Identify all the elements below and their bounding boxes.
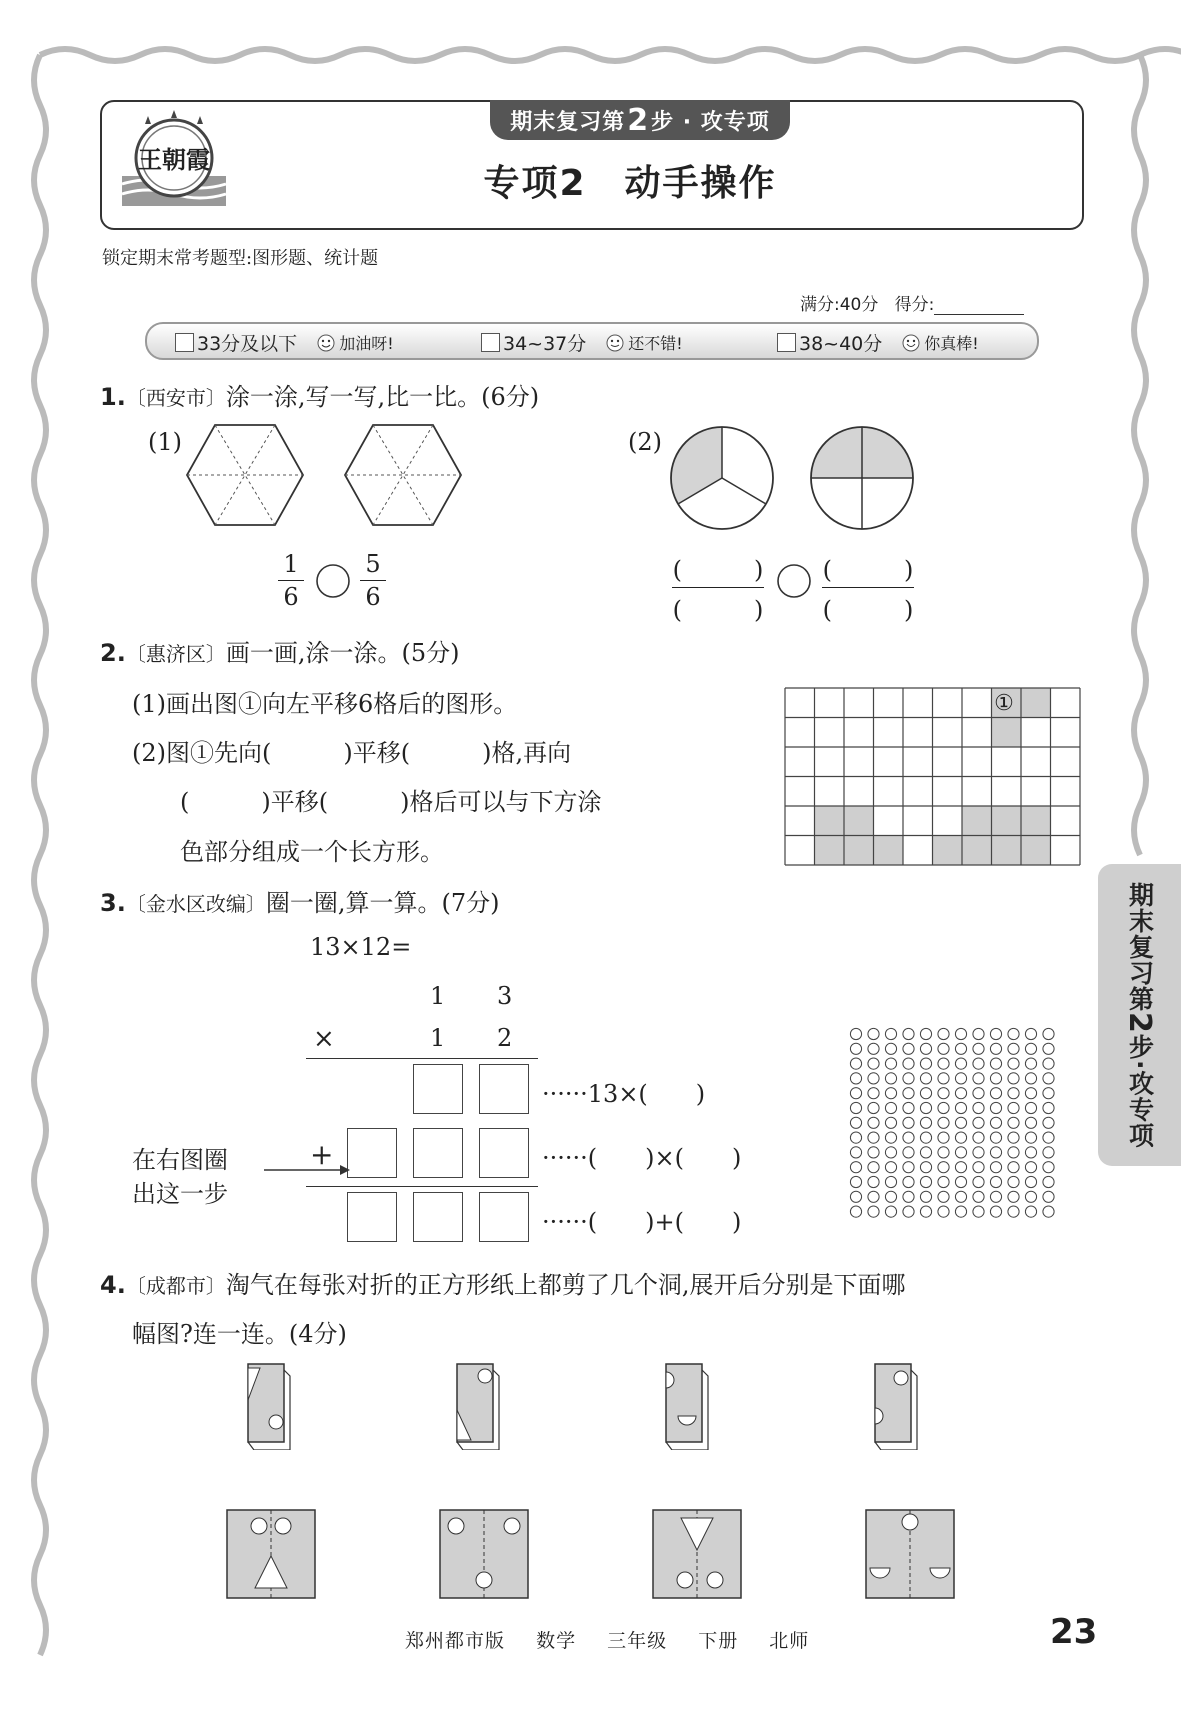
dot [955,1102,966,1113]
q4-text2: 幅图?连一连。(4分) [132,1320,347,1348]
dot [1025,1058,1036,1069]
dot [955,1043,966,1054]
q1-text: 涂一涂,写一写,比一比。(6分) [225,383,540,411]
fraction-one-sixth [278,550,304,611]
q1-number: 1. [100,383,126,411]
dot [903,1206,914,1217]
dot [868,1191,879,1202]
dot [1008,1117,1019,1128]
folded-paper[interactable] [875,1364,917,1450]
plus-sign: + [310,1138,334,1171]
dot [868,1058,879,1069]
dot [885,1043,896,1054]
dot-array[interactable] [848,1026,1064,1222]
dot [1043,1073,1054,1084]
dot [868,1132,879,1143]
dot [973,1132,984,1143]
dot [990,1147,1001,1158]
dot [885,1058,896,1069]
frac-a-num: 1 [283,550,299,578]
rating-item [175,329,394,356]
arrow-icon [262,1162,352,1178]
dot [920,1028,931,1039]
row2-note[interactable]: ······( )×( ) [542,1144,742,1172]
q1-source: 〔西安市〕 [125,386,226,410]
shaded-cell [874,836,904,866]
dot [1008,1043,1019,1054]
dot [990,1088,1001,1099]
dot [955,1191,966,1202]
score-label: 得分: [894,295,935,315]
side-num: 2 [1122,1011,1157,1034]
dot [955,1176,966,1187]
rating-comment: 还不错! [628,334,683,353]
dot [938,1102,949,1113]
dot [903,1162,914,1173]
side-tab [1098,864,1181,1166]
unfolded-papers [225,1508,965,1604]
q4-heading [100,1265,905,1300]
dot [1008,1191,1019,1202]
dot [850,1117,861,1128]
dot [990,1176,1001,1187]
shaded-cell [992,806,1022,836]
q4-number: 4. [100,1271,126,1299]
dot [990,1191,1001,1202]
blank-fraction-right[interactable] [822,550,914,625]
shaded-cell [844,836,874,866]
dot [920,1176,931,1187]
compare-circle[interactable] [775,562,813,600]
grid-mark: ① [994,691,1014,716]
page-number: 23 [1050,1612,1098,1652]
shaded-cell [815,806,845,836]
top-digit: 3 [497,982,513,1010]
shaded-cell [844,806,874,836]
dot [955,1117,966,1128]
dot [850,1028,861,1039]
dot [973,1162,984,1173]
dot [920,1147,931,1158]
answer-box[interactable] [479,1064,529,1114]
dot [903,1117,914,1128]
hexagon-left [187,425,303,525]
dot [868,1206,879,1217]
blank-den: ( ) [672,596,764,624]
dot [1043,1147,1054,1158]
dot [1043,1058,1054,1069]
dot [868,1028,879,1039]
dot [850,1058,861,1069]
dot [990,1132,1001,1143]
dot [990,1058,1001,1069]
logo-text: 王朝霞 [138,145,210,174]
answer-box[interactable] [347,1192,397,1242]
dot [920,1058,931,1069]
dot [850,1088,861,1099]
step-suffix: 步 · 攻专项 [651,109,770,135]
footer-edition: 郑州都市版 [405,1630,506,1652]
shaded-cell [1021,806,1051,836]
calc-line [306,1186,538,1187]
dot [1043,1162,1054,1173]
dot [955,1132,966,1143]
shaded-cell [962,806,992,836]
dot [938,1162,949,1173]
top-digit: 1 [430,982,446,1010]
footer-grade: 三年级 [607,1630,668,1652]
score-line [800,290,1024,315]
dot [868,1073,879,1084]
dot [920,1191,931,1202]
answer-box[interactable] [479,1192,529,1242]
circle-thirds [671,427,773,529]
dot [868,1147,879,1158]
q2-line3[interactable]: ( )平移( )格后可以与下方涂 [180,788,602,816]
dot [885,1147,896,1158]
dot [955,1028,966,1039]
row1-note[interactable]: ······13×( ) [542,1080,706,1108]
dot [850,1176,861,1187]
dot [920,1043,931,1054]
full-score: 满分:40分 [800,295,879,315]
shaded-cell [815,836,845,866]
dot [973,1191,984,1202]
dot [938,1028,949,1039]
q3-number: 3. [100,889,126,917]
compare-circle[interactable] [314,562,352,600]
footer [405,1626,833,1653]
dot [1008,1162,1019,1173]
dot [1025,1102,1036,1113]
dot [973,1117,984,1128]
dot [973,1028,984,1039]
rating-checkbox[interactable] [777,333,796,352]
q1-part2-label: (2) [628,428,662,456]
dot [955,1058,966,1069]
step-prefix: 期末复习第 [510,109,626,135]
dot [1008,1132,1019,1143]
dot [990,1206,1001,1217]
dot [903,1191,914,1202]
dot [868,1088,879,1099]
frac-b-num: 5 [365,550,381,578]
answer-box[interactable] [479,1128,529,1178]
rating-item [777,329,979,356]
dot [903,1176,914,1187]
dot [1008,1028,1019,1039]
dot [1008,1206,1019,1217]
dot [938,1117,949,1128]
hexagons[interactable] [185,420,475,530]
shaded-cell [1021,688,1051,718]
translation-grid[interactable] [784,687,1082,867]
hexagon-right [345,425,461,525]
answer-box[interactable] [413,1064,463,1114]
dot [938,1058,949,1069]
dot [990,1162,1001,1173]
q2-line2[interactable]: (2)图①先向( )平移( )格,再向 [132,739,572,767]
blank-den: ( ) [822,596,914,624]
rating-checkbox[interactable] [481,333,500,352]
dot [955,1088,966,1099]
q2-line1: (1)画出图①向左平移6格后的图形。 [132,690,518,718]
dot [973,1206,984,1217]
step-num: 2 [627,102,650,138]
dot [1025,1147,1036,1158]
dot [938,1147,949,1158]
page-title: 专项2 动手操作 [483,163,777,204]
bottom-digit: 2 [497,1024,513,1052]
frac-b-den: 6 [365,583,381,611]
dot [885,1102,896,1113]
smile-icon [317,334,335,352]
dot [850,1206,861,1217]
dot [990,1117,1001,1128]
dot [973,1058,984,1069]
hint-line2: 出这一步 [132,1180,228,1208]
dot [1025,1176,1036,1187]
dot [938,1073,949,1084]
q4-source: 〔成都市〕 [125,1274,226,1298]
dot [868,1102,879,1113]
dot [955,1147,966,1158]
dot [850,1191,861,1202]
q1-heading [100,377,539,412]
dot [990,1073,1001,1084]
dot [903,1088,914,1099]
dot [885,1191,896,1202]
step-banner [490,100,790,140]
dot [1008,1058,1019,1069]
dot [1025,1043,1036,1054]
side-prefix: 期末复习第 [1125,881,1155,1012]
folded-paper[interactable] [248,1364,290,1450]
dot [903,1043,914,1054]
dot [850,1073,861,1084]
dot [885,1176,896,1187]
dot [885,1206,896,1217]
hint-line1: 在右图圈 [132,1146,228,1174]
frac-a-den: 6 [283,583,299,611]
shaded-cell [933,836,963,866]
dot [973,1176,984,1187]
dot [938,1206,949,1217]
answer-box[interactable] [347,1128,397,1178]
dot [1043,1176,1054,1187]
dot [903,1028,914,1039]
q2-number: 2. [100,639,126,667]
dot [868,1176,879,1187]
dot [920,1088,931,1099]
dot [850,1132,861,1143]
rating-range: 38~40分 [799,333,883,355]
dot [1008,1088,1019,1099]
dot [920,1132,931,1143]
blank-num: ( ) [672,556,764,584]
dot [955,1162,966,1173]
shaded-cell [1021,836,1051,866]
rating-item [481,329,683,356]
fraction-five-sixths [360,550,386,611]
blank-num: ( ) [822,556,914,584]
q3-heading [100,883,499,918]
rating-comment: 你真棒! [924,334,979,353]
dot [1043,1088,1054,1099]
dot [885,1088,896,1099]
dot [920,1117,931,1128]
shaded-cell [992,836,1022,866]
dot [903,1147,914,1158]
rating-checkbox[interactable] [175,333,194,352]
dot [938,1043,949,1054]
dot [973,1088,984,1099]
dot [1025,1117,1036,1128]
dot [973,1073,984,1084]
unfolded-paper[interactable] [653,1510,741,1598]
unfolded-paper[interactable] [440,1510,528,1598]
dot [1025,1191,1036,1202]
dot [1008,1102,1019,1113]
dot [938,1176,949,1187]
dot [990,1102,1001,1113]
dot [1025,1073,1036,1084]
q2-heading [100,633,459,668]
dot [903,1102,914,1113]
dot [885,1028,896,1039]
dot [885,1132,896,1143]
dot [1008,1147,1019,1158]
dot [903,1132,914,1143]
dot [990,1043,1001,1054]
dot [850,1147,861,1158]
q4-text1: 淘气在每张对折的正方形纸上都剪了几个洞,展开后分别是下面哪 [225,1271,906,1299]
logo [118,106,230,218]
folded-papers [240,1360,960,1450]
rating-range: 34~37分 [503,333,587,355]
dot [903,1073,914,1084]
dot [1025,1132,1036,1143]
times-sign: × [313,1024,335,1054]
footer-publisher: 北师 [769,1630,810,1652]
q2-source: 〔惠济区〕 [125,642,226,666]
score-blank[interactable] [934,300,1024,315]
unfolded-paper[interactable] [227,1510,315,1598]
dot [1043,1102,1054,1113]
dot [885,1073,896,1084]
row3-note[interactable]: ······( )+( ) [542,1208,742,1236]
dot [1043,1043,1054,1054]
dot [920,1162,931,1173]
q2-line4: 色部分组成一个长方形。 [180,838,444,866]
dot [868,1043,879,1054]
side-suffix: 步·攻专项 [1125,1033,1155,1149]
shaded-cell [962,836,992,866]
dot [1043,1132,1054,1143]
calc-line [306,1058,538,1059]
dot [955,1073,966,1084]
rating-bar [145,322,1039,360]
dot [868,1162,879,1173]
folded-paper[interactable] [666,1364,708,1450]
dot [973,1102,984,1113]
dot [1043,1028,1054,1039]
dot [1008,1073,1019,1084]
dot [938,1132,949,1143]
q3-text: 圈一圈,算一算。(7分) [265,889,500,917]
dot [1008,1176,1019,1187]
dot [938,1191,949,1202]
answer-box[interactable] [413,1128,463,1178]
dot [903,1058,914,1069]
dot [1025,1028,1036,1039]
dot [1043,1117,1054,1128]
bottom-digit: 1 [430,1024,446,1052]
dot [1043,1206,1054,1217]
dot [885,1162,896,1173]
dot [973,1147,984,1158]
dot [1025,1162,1036,1173]
circles [668,424,918,534]
rating-comment: 加油呀! [339,334,394,353]
q3-expression: 13×12= [310,933,412,961]
folded-paper[interactable] [457,1364,499,1450]
footer-volume: 下册 [698,1630,739,1652]
dot [850,1043,861,1054]
dot [955,1206,966,1217]
dot [868,1117,879,1128]
circle-quarters [811,427,913,529]
dot [920,1073,931,1084]
dot [1025,1206,1036,1217]
rating-range: 33分及以下 [197,333,298,355]
unfolded-paper[interactable] [866,1510,954,1598]
q1-part1-label: (1) [148,428,182,456]
smile-icon [902,334,920,352]
dot [850,1102,861,1113]
answer-box[interactable] [413,1192,463,1242]
dot [938,1088,949,1099]
q3-source: 〔金水区改编〕 [125,892,266,916]
subtitle: 锁定期末常考题型:图形题、统计题 [102,248,379,269]
q2-text: 画一画,涂一涂。(5分) [225,639,460,667]
dot [920,1206,931,1217]
dot [1025,1088,1036,1099]
dot [920,1102,931,1113]
dot [990,1028,1001,1039]
smile-icon [606,334,624,352]
dot [973,1043,984,1054]
shaded-cell [992,718,1022,748]
dot [850,1162,861,1173]
footer-subject: 数学 [536,1630,577,1652]
blank-fraction-left[interactable] [672,550,764,625]
dot [885,1117,896,1128]
dot [1043,1191,1054,1202]
dot-group [850,1028,1054,1217]
